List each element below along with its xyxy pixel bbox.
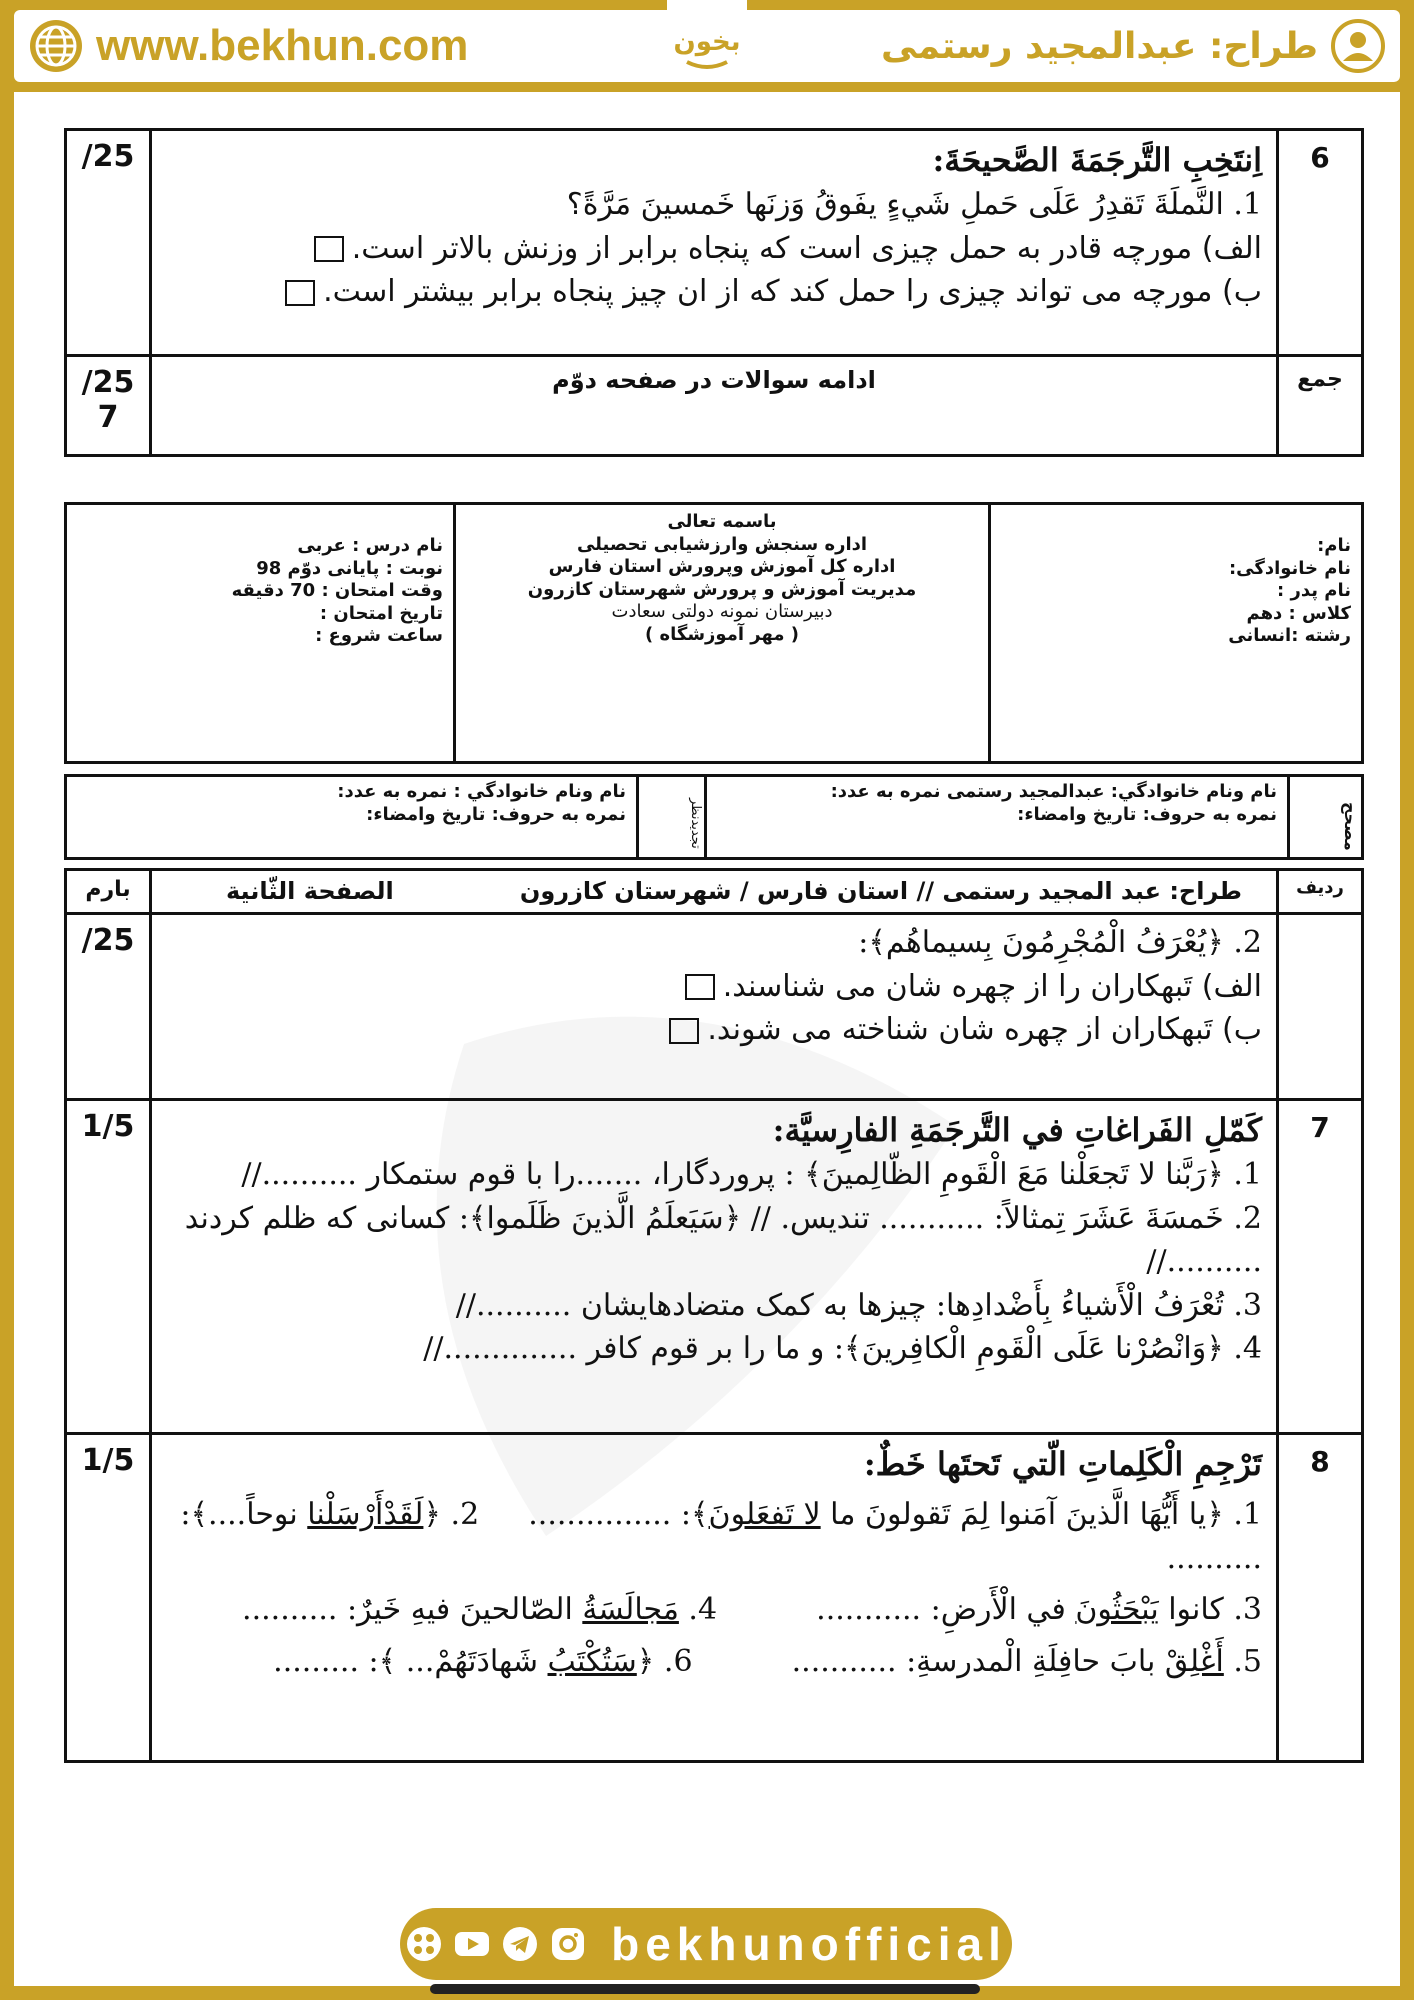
office-info — [455, 504, 990, 763]
option-a-row — [166, 965, 1262, 1009]
globe-icon — [28, 18, 84, 74]
option-a-checkbox[interactable] — [685, 974, 715, 1000]
row-label: ردیف — [1278, 870, 1363, 914]
website-link[interactable] — [28, 18, 468, 74]
translate-row-1 — [166, 1493, 1262, 1580]
student-class: کلاس : دهم — [1246, 602, 1351, 624]
instagram-icon[interactable] — [549, 1925, 587, 1963]
question-number-empty — [1278, 914, 1363, 1100]
reviewer-info — [66, 776, 638, 859]
translate-row-3 — [166, 1640, 1262, 1684]
question-title: اِنتَخِبِ التَّرجَمَةَ الصَّحیحَةَ: — [932, 141, 1262, 179]
fill-line-3: 3. تُعْرَفُ الْأَشیاءُ بِأَضْدادِها: چیزها به کمک متضادهایشان ..........// — [455, 1287, 1262, 1323]
student-father: نام پدر : — [1277, 580, 1351, 601]
question-number: 6 — [1278, 130, 1363, 356]
question-score: /25 — [66, 914, 151, 1100]
course-name: نام درس : عربی — [297, 535, 443, 556]
corrector-line-1: نام ونام خانوادگي: عبدالمجید رستمی نمره به عدد: — [830, 781, 1277, 802]
option-a-text: الف) مورچه قادر به حمل چیزی است که پنجاه برابر از وزنش بالاتر است. — [351, 230, 1262, 266]
option-b-checkbox[interactable] — [285, 280, 315, 306]
option-a-text: الف) تَبهکاران را از چهره شان می شناسند. — [722, 968, 1262, 1004]
basmala: باسمه تعالی — [667, 511, 777, 532]
translate-item-1: 1. ﴿یا أَیُّهَا الَّذینَ آمَنوا لِمَ تَقولونَ ما لا تَفعَلونَ﴾: ............... — [528, 1497, 1262, 1533]
exam-info-table — [64, 502, 1364, 764]
question-score: /25 — [66, 130, 151, 356]
exam-date: تاریخ امتحان : — [319, 602, 443, 624]
question-number: 8 — [1278, 1434, 1363, 1762]
question-score: 1/5 — [66, 1434, 151, 1762]
option-b-checkbox[interactable] — [669, 1018, 699, 1044]
continue-note: ادامه سوالات در صفحه دوّم — [151, 356, 1278, 456]
grading-table — [64, 774, 1364, 860]
social-footer — [400, 1908, 1012, 1980]
bekhun-logo — [662, 0, 752, 92]
question-number: 7 — [1278, 1100, 1363, 1434]
school-stamp: ( مهر آموزشگاه ) — [645, 623, 799, 645]
total-score — [66, 356, 151, 456]
option-b-text: ب) مورچه می تواند چیزی را حمل کند که از ان چیز پنجاه برابر بیشتر است. — [323, 274, 1262, 310]
reviewer-line-1: نام ونام خانوادگي : نمره به عدد: — [337, 781, 626, 802]
aparat-icon[interactable] — [405, 1925, 443, 1963]
footer-shadow — [430, 1984, 980, 1994]
question-title: کَمّلِ الفَراغاتِ في التَّرجَمَةِ الفارِسیَّة: — [772, 1111, 1262, 1149]
student-name: نام: — [1317, 535, 1351, 556]
logo-text: بخون — [673, 27, 741, 57]
corrector-info — [706, 776, 1289, 859]
exam-term: نوبت : پایانی دوّم 98 — [256, 557, 443, 579]
student-family: نام خانوادگی: — [1228, 557, 1351, 579]
exam-duration: وقت امتحان : 70 دقیقه — [231, 580, 443, 601]
youtube-icon[interactable] — [453, 1925, 491, 1963]
corrector-line-2: نمره به حروف: تاريخ وامضاء: — [1017, 803, 1277, 825]
question-sentence: 2. ﴿یُعْرَفُ الْمُجْرِمُونَ بِسیماهُم﴾: — [858, 925, 1262, 960]
question-score: 1/5 — [66, 1100, 151, 1434]
option-b-row — [166, 270, 1262, 314]
question-table-1 — [64, 128, 1364, 457]
corrector-label: مصحح — [1289, 776, 1363, 859]
page2-title: طراح: عبد المجید رستمی // استان فارس / شهرستان کازرون — [519, 877, 1242, 905]
social-handle[interactable]: bekhunofficial — [611, 1918, 1007, 1970]
exam-details — [66, 504, 455, 763]
office-line-2: اداره کل آموزش وپرورش استان فارس — [548, 556, 896, 577]
exam-start-time: ساعت شروع : — [315, 625, 443, 646]
option-b-row — [166, 1008, 1262, 1052]
total-score-line1: /25 — [81, 365, 135, 400]
translate-item-6: 6. ﴿سَتُکْتَبُ شَهادَتَهُمْ... ﴾: ......... — [273, 1643, 693, 1679]
total-score-line2: 7 — [97, 400, 119, 435]
question-sentence: 1. النَّملَةَ تَقدِرُ عَلَی حَملِ شَيءٍ یفَوقُ وَزنَها خَمسینَ مَرَّةً؟ — [566, 187, 1262, 223]
option-a-checkbox[interactable] — [314, 236, 344, 262]
question-6 — [151, 130, 1278, 356]
fill-line-1: 1. ﴿رَبَّنا لا تَجعَلْنا مَعَ الْقَومِ الظّالِمینَ﴾ : پروردگارا، .......را با قوم ستمکار ..........// — [241, 1157, 1262, 1193]
user-icon — [1330, 18, 1386, 74]
student-info — [990, 504, 1363, 763]
designer-credit — [881, 18, 1386, 74]
page2-header — [151, 870, 1278, 914]
translate-item-2: 2. ﴿لَقَدْأَرْسَلْنا نوحاً....﴾: .......... — [180, 1497, 1262, 1576]
designer-text: طراح: عبدالمجید رستمی — [881, 25, 1318, 67]
fill-line-2: 2. خَمسَةَ عَشَرَ تِمثالاً: ........... تندیس. // ﴿سَیَعلَمُ الَّذینَ ظَلَموا﴾: کسانی که ظلم کردند ..........// — [184, 1200, 1262, 1280]
translate-row-2 — [166, 1588, 1262, 1632]
reviewer-line-2: نمره به حروف: تاريخ وامضاء: — [366, 803, 626, 825]
score-label: بارم — [66, 870, 151, 914]
question-6-part-2 — [151, 914, 1278, 1100]
review-label: تجدیدنظر — [638, 776, 706, 859]
office-line-3: مدیریت آموزش و پرورش شهرستان کازرون — [527, 578, 917, 600]
question-title: تَرْجِمِ الْکَلِماتِ الّتي تَحتَها خَطٌ: — [863, 1445, 1262, 1483]
option-a-row — [166, 227, 1262, 271]
website-text: www.bekhun.com — [96, 21, 469, 70]
fill-line-4: 4. ﴿وَانْصُرْنا عَلَی الْقَومِ الْکافِرینَ﴾: و ما را بر قوم کافر ..............// — [423, 1331, 1262, 1367]
school-name: دبیرستان نمونه دولتی سعادت — [611, 601, 833, 622]
page2-label: الصفحة الثّانیة — [226, 877, 394, 905]
telegram-icon[interactable] — [501, 1925, 539, 1963]
translate-item-3: 3. کانوا یَبْحَثُونَ في الْأَرضِ: ........... — [816, 1592, 1262, 1628]
office-line-1: اداره سنجش وارزشیابی تحصیلی — [576, 533, 868, 555]
option-b-text: ب) تَبهکاران از چهره شان شناخته می شوند. — [707, 1012, 1262, 1047]
student-field: رشته :انسانی — [1228, 625, 1351, 646]
translate-item-4: 4. مَجالَسَةُ الصّالحینَ فیهِ خَیرٌ: .......... — [242, 1592, 718, 1628]
translate-item-5: 5. أَغْلِقْ بابَ حافِلَةِ الْمدرسةِ: ........... — [791, 1643, 1262, 1679]
total-label: جمع — [1278, 356, 1363, 456]
question-8 — [151, 1434, 1278, 1762]
question-table-2 — [64, 868, 1364, 1763]
question-7 — [151, 1100, 1278, 1434]
